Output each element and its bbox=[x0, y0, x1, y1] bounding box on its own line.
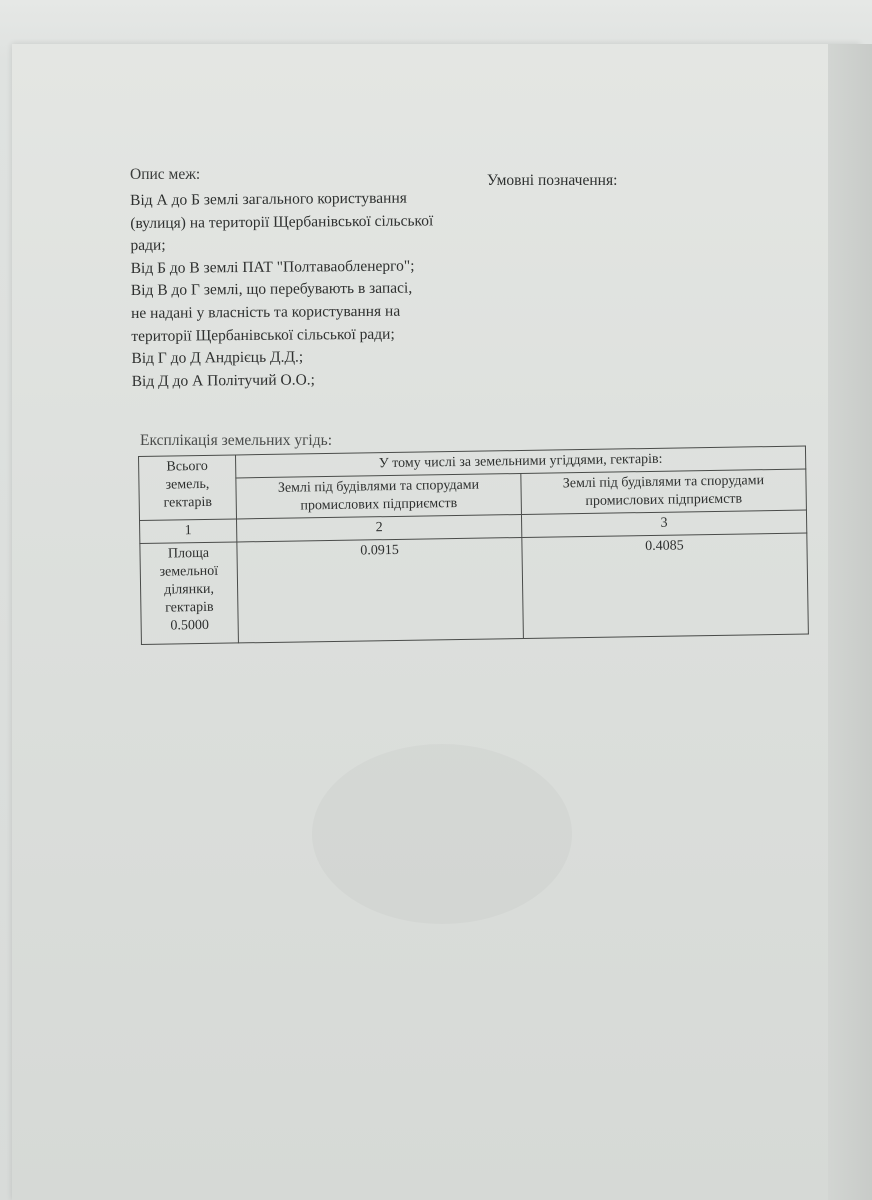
boundary-description-list bbox=[130, 187, 512, 394]
boundary-line: ради; bbox=[130, 236, 166, 255]
col-number-cell: 2 bbox=[237, 514, 522, 541]
group-header-cell: У тому числі за земельними угіддями, гектарів: bbox=[235, 446, 805, 478]
table-row bbox=[140, 533, 809, 644]
col3-value-cell: 0.4085 bbox=[522, 533, 809, 638]
paper-stain bbox=[312, 744, 572, 924]
legend-heading: Умовні позначення: bbox=[487, 172, 618, 189]
total-header-line: земель, bbox=[165, 476, 210, 493]
boundary-line: (вулиця) на території Щербанівської сільської bbox=[130, 211, 434, 232]
row-label-line: Площа bbox=[167, 545, 210, 562]
col3-header-line: Землі під будівлями та спорудами bbox=[562, 473, 765, 492]
col3-header-line: промислових підприємств bbox=[585, 491, 743, 509]
boundary-line: Від А до Б землі загального користування bbox=[130, 189, 407, 209]
total-header-line: гектарів bbox=[163, 494, 213, 511]
boundary-line: Від Д до А Політучий О.О.; bbox=[131, 371, 315, 390]
col3-header-cell bbox=[521, 469, 807, 514]
boundaries-heading: Опис меж: bbox=[130, 166, 201, 183]
boundary-line: території Щербанівської сільської ради; bbox=[131, 325, 395, 345]
total-header-line: Всього bbox=[166, 458, 208, 475]
row-label-line: ділянки, bbox=[164, 581, 215, 598]
boundary-line: Від В до Г землі, що перебувають в запасі, bbox=[130, 279, 413, 300]
row-label-cell bbox=[140, 542, 239, 645]
row-label-line: гектарів bbox=[165, 599, 214, 616]
col2-header-line: Землі під будівлями та спорудами bbox=[277, 477, 480, 496]
row-label-line: 0.5000 bbox=[170, 617, 210, 634]
row-label-line: земельної bbox=[159, 563, 219, 580]
col2-header-cell bbox=[236, 473, 522, 518]
boundary-line: Від Б до В землі ПАТ "Полтаваобленерго"; bbox=[130, 257, 415, 277]
sheet-edge-shadow bbox=[828, 44, 872, 1200]
col-number-cell: 3 bbox=[521, 510, 806, 537]
explication-table-wrapper bbox=[138, 446, 809, 645]
boundary-line: Від Г до Д Андрієць Д.Д.; bbox=[131, 348, 304, 368]
explication-table bbox=[138, 446, 809, 645]
col2-header-line: промислових підприємств bbox=[300, 495, 458, 514]
col-number-cell: 1 bbox=[140, 519, 237, 544]
total-header-cell bbox=[139, 455, 237, 521]
explication-title: Експлікація земельних угідь: bbox=[140, 432, 332, 449]
boundary-line: не надані у власність та користування на bbox=[131, 302, 401, 322]
col2-value-cell: 0.0915 bbox=[237, 537, 524, 642]
